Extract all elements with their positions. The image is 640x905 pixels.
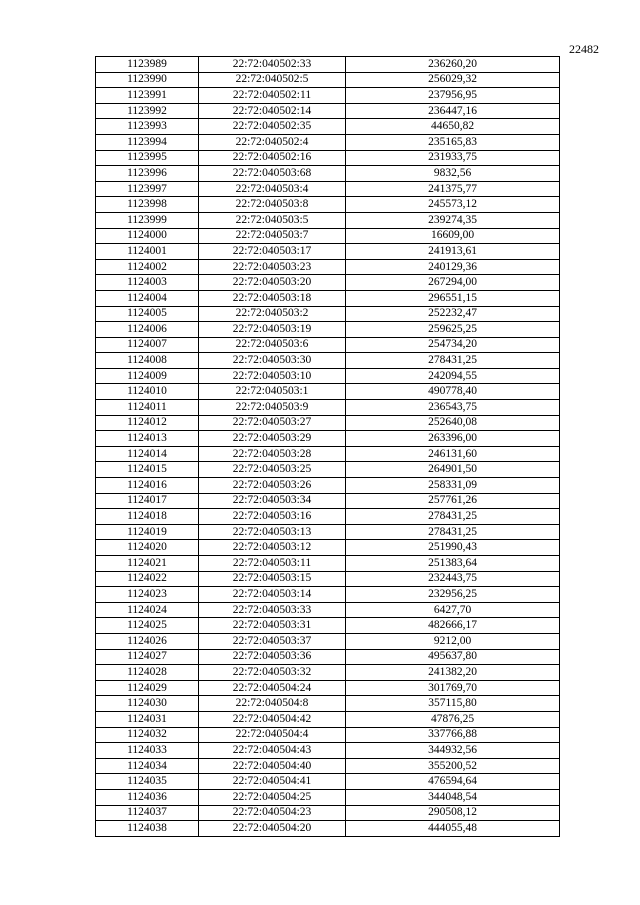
cadastral-value-cell: 241913,61 (346, 244, 560, 260)
cadastral-value-cell: 6427,70 (346, 602, 560, 618)
cadastral-number-cell: 22:72:040503:25 (199, 462, 346, 478)
cadastral-number-cell: 22:72:040503:4 (199, 181, 346, 197)
cadastral-value-cell: 237956,95 (346, 88, 560, 104)
cadastral-number-cell: 22:72:040503:26 (199, 478, 346, 494)
row-id-cell: 1124016 (96, 478, 199, 494)
table-row (96, 618, 560, 634)
cadastral-value-cell: 264901,50 (346, 462, 560, 478)
table-row (96, 665, 560, 681)
table-row (96, 446, 560, 462)
cadastral-number-cell: 22:72:040504:20 (199, 821, 346, 837)
cadastral-number-cell: 22:72:040502:14 (199, 103, 346, 119)
table-row (96, 680, 560, 696)
cadastral-number-cell: 22:72:040504:8 (199, 696, 346, 712)
cadastral-value-cell: 482666,17 (346, 618, 560, 634)
row-id-cell: 1124022 (96, 571, 199, 587)
table-row (96, 150, 560, 166)
table-row (96, 571, 560, 587)
table-row (96, 400, 560, 416)
row-id-cell: 1123998 (96, 197, 199, 213)
table-row (96, 727, 560, 743)
cadastral-value-cell: 254734,20 (346, 337, 560, 353)
cadastral-number-cell: 22:72:040503:10 (199, 368, 346, 384)
row-id-cell: 1123990 (96, 72, 199, 88)
cadastral-number-cell: 22:72:040504:25 (199, 789, 346, 805)
cadastral-number-cell: 22:72:040502:4 (199, 134, 346, 150)
cadastral-value-cell: 252640,08 (346, 415, 560, 431)
cadastral-number-cell: 22:72:040503:31 (199, 618, 346, 634)
cadastral-value-cell: 355200,52 (346, 758, 560, 774)
cadastral-number-cell: 22:72:040503:2 (199, 306, 346, 322)
row-id-cell: 1124010 (96, 384, 199, 400)
table-row (96, 353, 560, 369)
table-row (96, 259, 560, 275)
cadastral-value-cell: 490778,40 (346, 384, 560, 400)
cadastral-number-cell: 22:72:040503:20 (199, 275, 346, 291)
row-id-cell: 1123997 (96, 181, 199, 197)
table-row (96, 244, 560, 260)
row-id-cell: 1123992 (96, 103, 199, 119)
cadastral-number-cell: 22:72:040504:24 (199, 680, 346, 696)
row-id-cell: 1124024 (96, 602, 199, 618)
row-id-cell: 1124028 (96, 665, 199, 681)
cadastral-value-cell: 495637,80 (346, 649, 560, 665)
cadastral-value-cell: 231933,75 (346, 150, 560, 166)
cadastral-number-cell: 22:72:040502:16 (199, 150, 346, 166)
row-id-cell: 1124008 (96, 353, 199, 369)
table-row (96, 57, 560, 73)
row-id-cell: 1124021 (96, 556, 199, 572)
cadastral-value-cell: 257761,26 (346, 493, 560, 509)
cadastral-number-cell: 22:72:040503:7 (199, 228, 346, 244)
row-id-cell: 1124038 (96, 821, 199, 837)
table-row (96, 197, 560, 213)
table-row (96, 462, 560, 478)
row-id-cell: 1124036 (96, 789, 199, 805)
row-id-cell: 1124015 (96, 462, 199, 478)
cadastral-number-cell: 22:72:040503:16 (199, 509, 346, 525)
cadastral-value-cell: 236447,16 (346, 103, 560, 119)
table-row (96, 290, 560, 306)
row-id-cell: 1124020 (96, 540, 199, 556)
row-id-cell: 1124009 (96, 368, 199, 384)
table-row (96, 88, 560, 104)
row-id-cell: 1123989 (96, 57, 199, 73)
table-row (96, 493, 560, 509)
row-id-cell: 1124035 (96, 774, 199, 790)
cadastral-value-cell: 263396,00 (346, 431, 560, 447)
table-row (96, 306, 560, 322)
cadastral-value-cell: 9832,56 (346, 166, 560, 182)
cadastral-value-cell: 239274,35 (346, 212, 560, 228)
row-id-cell: 1124007 (96, 337, 199, 353)
row-id-cell: 1124004 (96, 290, 199, 306)
row-id-cell: 1124013 (96, 431, 199, 447)
row-id-cell: 1124017 (96, 493, 199, 509)
cadastral-number-cell: 22:72:040503:32 (199, 665, 346, 681)
row-id-cell: 1124012 (96, 415, 199, 431)
table-row (96, 711, 560, 727)
page-number: 22482 (569, 42, 599, 56)
table-row (96, 509, 560, 525)
table-row (96, 415, 560, 431)
table-row (96, 134, 560, 150)
table-row (96, 119, 560, 135)
row-id-cell: 1124003 (96, 275, 199, 291)
cadastral-value-cell: 44650,82 (346, 119, 560, 135)
table-row (96, 228, 560, 244)
row-id-cell: 1124000 (96, 228, 199, 244)
table-row (96, 275, 560, 291)
row-id-cell: 1124026 (96, 633, 199, 649)
table-row (96, 181, 560, 197)
cadastral-number-cell: 22:72:040503:28 (199, 446, 346, 462)
row-id-cell: 1123991 (96, 88, 199, 104)
cadastral-number-cell: 22:72:040503:36 (199, 649, 346, 665)
cadastral-value-cell: 235165,83 (346, 134, 560, 150)
cadastral-value-cell: 251990,43 (346, 540, 560, 556)
table-row (96, 587, 560, 603)
cadastral-value-cell: 232443,75 (346, 571, 560, 587)
cadastral-value-cell: 296551,15 (346, 290, 560, 306)
row-id-cell: 1123994 (96, 134, 199, 150)
cadastral-number-cell: 22:72:040503:15 (199, 571, 346, 587)
table-row (96, 774, 560, 790)
row-id-cell: 1124025 (96, 618, 199, 634)
cadastral-value-cell: 240129,36 (346, 259, 560, 275)
table-row (96, 524, 560, 540)
cadastral-number-cell: 22:72:040503:8 (199, 197, 346, 213)
row-id-cell: 1123993 (96, 119, 199, 135)
table-row (96, 743, 560, 759)
table-row (96, 103, 560, 119)
table-row (96, 821, 560, 837)
cadastral-value-cell: 236543,75 (346, 400, 560, 416)
cadastral-value-cell: 344932,56 (346, 743, 560, 759)
cadastral-number-cell: 22:72:040504:42 (199, 711, 346, 727)
cadastral-number-cell: 22:72:040503:37 (199, 633, 346, 649)
cadastral-number-cell: 22:72:040502:5 (199, 72, 346, 88)
cadastral-number-cell: 22:72:040503:23 (199, 259, 346, 275)
cadastral-number-cell: 22:72:040504:40 (199, 758, 346, 774)
cadastral-number-cell: 22:72:040503:68 (199, 166, 346, 182)
row-id-cell: 1123995 (96, 150, 199, 166)
row-id-cell: 1124030 (96, 696, 199, 712)
table-row (96, 556, 560, 572)
row-id-cell: 1124001 (96, 244, 199, 260)
cadastral-value-cell: 16609,00 (346, 228, 560, 244)
table-row (96, 602, 560, 618)
row-id-cell: 1124032 (96, 727, 199, 743)
cadastral-number-cell: 22:72:040502:11 (199, 88, 346, 104)
cadastral-value-cell: 357115,80 (346, 696, 560, 712)
row-id-cell: 1123999 (96, 212, 199, 228)
cadastral-number-cell: 22:72:040503:11 (199, 556, 346, 572)
cadastral-value-cell: 236260,20 (346, 57, 560, 73)
cadastral-value-cell: 246131,60 (346, 446, 560, 462)
row-id-cell: 1124005 (96, 306, 199, 322)
cadastral-number-cell: 22:72:040503:1 (199, 384, 346, 400)
cadastral-number-cell: 22:72:040504:41 (199, 774, 346, 790)
row-id-cell: 1124023 (96, 587, 199, 603)
cadastral-number-cell: 22:72:040504:23 (199, 805, 346, 821)
table-row (96, 805, 560, 821)
cadastral-number-cell: 22:72:040503:27 (199, 415, 346, 431)
table-row (96, 322, 560, 338)
row-id-cell: 1124011 (96, 400, 199, 416)
cadastral-value-cell: 47876,25 (346, 711, 560, 727)
table-row (96, 368, 560, 384)
table-row (96, 166, 560, 182)
cadastral-number-cell: 22:72:040503:19 (199, 322, 346, 338)
table-row (96, 431, 560, 447)
table-row (96, 540, 560, 556)
cadastral-value-cell: 344048,54 (346, 789, 560, 805)
cadastral-number-cell: 22:72:040503:12 (199, 540, 346, 556)
cadastral-value-table (95, 56, 560, 837)
cadastral-value-cell: 290508,12 (346, 805, 560, 821)
cadastral-value-cell: 256029,32 (346, 72, 560, 88)
cadastral-number-cell: 22:72:040503:29 (199, 431, 346, 447)
row-id-cell: 1124033 (96, 743, 199, 759)
cadastral-value-cell: 337766,88 (346, 727, 560, 743)
cadastral-value-cell: 444055,48 (346, 821, 560, 837)
cadastral-value-cell: 259625,25 (346, 322, 560, 338)
row-id-cell: 1124037 (96, 805, 199, 821)
table-row (96, 478, 560, 494)
cadastral-value-cell: 232956,25 (346, 587, 560, 603)
row-id-cell: 1124019 (96, 524, 199, 540)
row-id-cell: 1124031 (96, 711, 199, 727)
cadastral-value-cell: 278431,25 (346, 524, 560, 540)
row-id-cell: 1124002 (96, 259, 199, 275)
row-id-cell: 1124034 (96, 758, 199, 774)
cadastral-value-cell: 242094,55 (346, 368, 560, 384)
cadastral-number-cell: 22:72:040503:34 (199, 493, 346, 509)
table-row (96, 72, 560, 88)
table-row (96, 384, 560, 400)
row-id-cell: 1124018 (96, 509, 199, 525)
cadastral-value-cell: 301769,70 (346, 680, 560, 696)
cadastral-number-cell: 22:72:040503:18 (199, 290, 346, 306)
cadastral-value-cell: 251383,64 (346, 556, 560, 572)
row-id-cell: 1123996 (96, 166, 199, 182)
row-id-cell: 1124006 (96, 322, 199, 338)
cadastral-number-cell: 22:72:040504:4 (199, 727, 346, 743)
table-row (96, 212, 560, 228)
cadastral-value-cell: 267294,00 (346, 275, 560, 291)
cadastral-value-cell: 252232,47 (346, 306, 560, 322)
cadastral-value-cell: 278431,25 (346, 353, 560, 369)
cadastral-value-cell: 241375,77 (346, 181, 560, 197)
cadastral-value-cell: 9212,00 (346, 633, 560, 649)
row-id-cell: 1124029 (96, 680, 199, 696)
cadastral-value-cell: 241382,20 (346, 665, 560, 681)
table-row (96, 789, 560, 805)
table-row (96, 633, 560, 649)
table-row (96, 696, 560, 712)
table-row (96, 758, 560, 774)
cadastral-number-cell: 22:72:040503:30 (199, 353, 346, 369)
cadastral-number-cell: 22:72:040503:5 (199, 212, 346, 228)
cadastral-number-cell: 22:72:040502:33 (199, 57, 346, 73)
cadastral-number-cell: 22:72:040502:35 (199, 119, 346, 135)
cadastral-number-cell: 22:72:040503:13 (199, 524, 346, 540)
cadastral-value-cell: 245573,12 (346, 197, 560, 213)
cadastral-value-cell: 476594,64 (346, 774, 560, 790)
row-id-cell: 1124027 (96, 649, 199, 665)
cadastral-value-cell: 278431,25 (346, 509, 560, 525)
cadastral-number-cell: 22:72:040503:17 (199, 244, 346, 260)
table-row (96, 649, 560, 665)
cadastral-value-cell: 258331,09 (346, 478, 560, 494)
cadastral-number-cell: 22:72:040503:14 (199, 587, 346, 603)
table-body (96, 57, 560, 837)
cadastral-number-cell: 22:72:040503:6 (199, 337, 346, 353)
cadastral-number-cell: 22:72:040504:43 (199, 743, 346, 759)
cadastral-number-cell: 22:72:040503:33 (199, 602, 346, 618)
row-id-cell: 1124014 (96, 446, 199, 462)
table-row (96, 337, 560, 353)
cadastral-number-cell: 22:72:040503:9 (199, 400, 346, 416)
